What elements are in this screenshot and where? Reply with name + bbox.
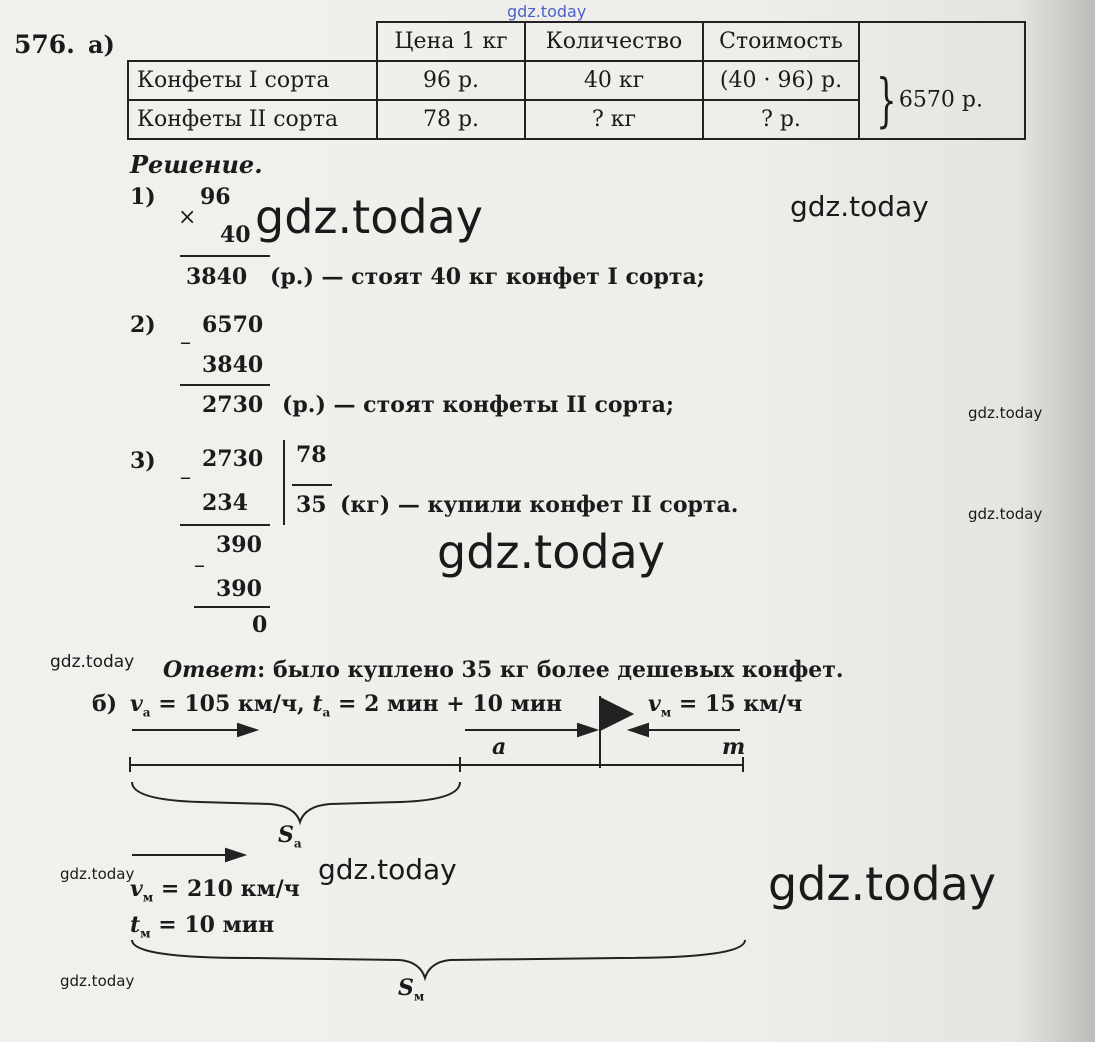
point-a-label: a bbox=[492, 734, 507, 760]
multiply-sign: × bbox=[178, 205, 197, 230]
time-m: = 10 мин bbox=[150, 912, 275, 938]
part-b-label: б) bbox=[92, 691, 118, 717]
minus-sign: – bbox=[180, 465, 191, 490]
speed-a: = 105 км/ч, bbox=[150, 691, 313, 717]
arrow-head-icon bbox=[238, 724, 256, 736]
table-cell: 78 р. bbox=[377, 100, 525, 139]
flag-icon bbox=[600, 698, 632, 730]
table-header-cell: Цена 1 кг bbox=[377, 22, 525, 61]
table-cell: Конфеты I сорта bbox=[128, 61, 377, 100]
distance-s-a bbox=[278, 822, 302, 850]
watermark-medium: gdz.today bbox=[318, 853, 457, 886]
dividend: 2730 bbox=[202, 446, 264, 472]
speed-symbol: v bbox=[130, 876, 143, 902]
table-header-cell: Количество bbox=[525, 22, 703, 61]
step1-operand-b: 40 bbox=[220, 222, 251, 248]
subscript-m: м bbox=[660, 705, 672, 720]
watermark-large: gdz.today bbox=[437, 525, 665, 579]
subscript-a: а bbox=[293, 836, 302, 851]
subtrahend-1: 234 bbox=[202, 490, 248, 516]
step-label: 1) bbox=[130, 184, 156, 210]
point-m-label: m bbox=[722, 734, 746, 760]
answer-text: : было куплено 35 кг более дешевых конфет. bbox=[257, 657, 844, 683]
table-cell: ? р. bbox=[703, 100, 859, 139]
watermark-large: gdz.today bbox=[768, 857, 996, 911]
watermark-top: gdz.today bbox=[507, 2, 587, 21]
speed-m2: = 210 км/ч bbox=[153, 876, 300, 902]
subscript-m: м bbox=[413, 989, 425, 1004]
watermark-small: gdz.today bbox=[968, 404, 1043, 422]
time-a: = 2 мин + 10 мин bbox=[330, 691, 563, 717]
part-a-label: а) bbox=[88, 30, 115, 59]
table-cell: ? кг bbox=[525, 100, 703, 139]
part-b-given-4 bbox=[130, 912, 274, 940]
distance-symbol: S bbox=[398, 975, 414, 1001]
step2-text: (р.) — стоят конфеты II сорта; bbox=[282, 392, 674, 418]
watermark-small: gdz.today bbox=[50, 652, 135, 672]
divisor: 78 bbox=[296, 442, 327, 468]
part-b-given-3 bbox=[130, 876, 300, 904]
step2-result: 2730 bbox=[202, 392, 264, 418]
step1-operand-a: 96 bbox=[200, 184, 231, 210]
step2-operand-a: 6570 bbox=[202, 312, 264, 338]
speed-symbol: v bbox=[130, 691, 143, 717]
distance-symbol: S bbox=[278, 822, 294, 848]
time-symbol: t bbox=[312, 691, 323, 717]
solution-heading: Решение. bbox=[130, 150, 263, 179]
brace-s-a bbox=[132, 782, 460, 822]
subscript-m: м bbox=[142, 890, 154, 905]
minus-sign: – bbox=[180, 330, 191, 355]
table-cell: 40 кг bbox=[525, 61, 703, 100]
step-label: 2) bbox=[130, 312, 156, 338]
step-label: 3) bbox=[130, 448, 156, 474]
subscript-m: м bbox=[140, 926, 151, 941]
step2-operand-b: 3840 bbox=[202, 352, 264, 378]
step1-text: (р.) — стоят 40 кг конфет I сорта; bbox=[270, 264, 705, 290]
watermark-small: gdz.today bbox=[968, 505, 1043, 523]
minus-sign: – bbox=[194, 553, 205, 578]
table-cell: (40 · 96) р. bbox=[703, 61, 859, 100]
watermark-small: gdz.today bbox=[60, 865, 135, 883]
arrow-head-icon bbox=[226, 849, 244, 861]
step3-text: (кг) — купили конфет II сорта. bbox=[340, 492, 739, 518]
answer-label: Ответ bbox=[163, 657, 258, 683]
arrow-head-icon bbox=[630, 724, 648, 736]
quotient: 35 bbox=[296, 492, 327, 518]
watermark-large: gdz.today bbox=[255, 190, 483, 244]
remainder-2: 0 bbox=[252, 612, 268, 638]
arrow-head-icon bbox=[578, 724, 596, 736]
subscript-a: а bbox=[322, 705, 331, 720]
step1-result: 3840 bbox=[186, 264, 248, 290]
time-symbol: t bbox=[130, 912, 141, 938]
table-header-cell: Стоимость bbox=[703, 22, 859, 61]
brace-icon: } bbox=[876, 65, 897, 134]
distance-s-m bbox=[398, 975, 424, 1003]
table-cell: Конфеты II сорта bbox=[128, 100, 377, 139]
subtrahend-2: 390 bbox=[216, 576, 262, 602]
table-cell: 96 р. bbox=[377, 61, 525, 100]
problem-number: 576. bbox=[14, 30, 75, 59]
watermark-small: gdz.today bbox=[60, 972, 135, 990]
speed-symbol: v bbox=[648, 691, 661, 717]
watermark-medium: gdz.today bbox=[790, 190, 929, 223]
remainder-1: 390 bbox=[216, 532, 262, 558]
table-total: 6570 р. bbox=[898, 87, 983, 112]
subscript-a: а bbox=[142, 705, 151, 720]
speed-m: = 15 км/ч bbox=[671, 691, 803, 717]
brace-s-m bbox=[132, 940, 745, 978]
